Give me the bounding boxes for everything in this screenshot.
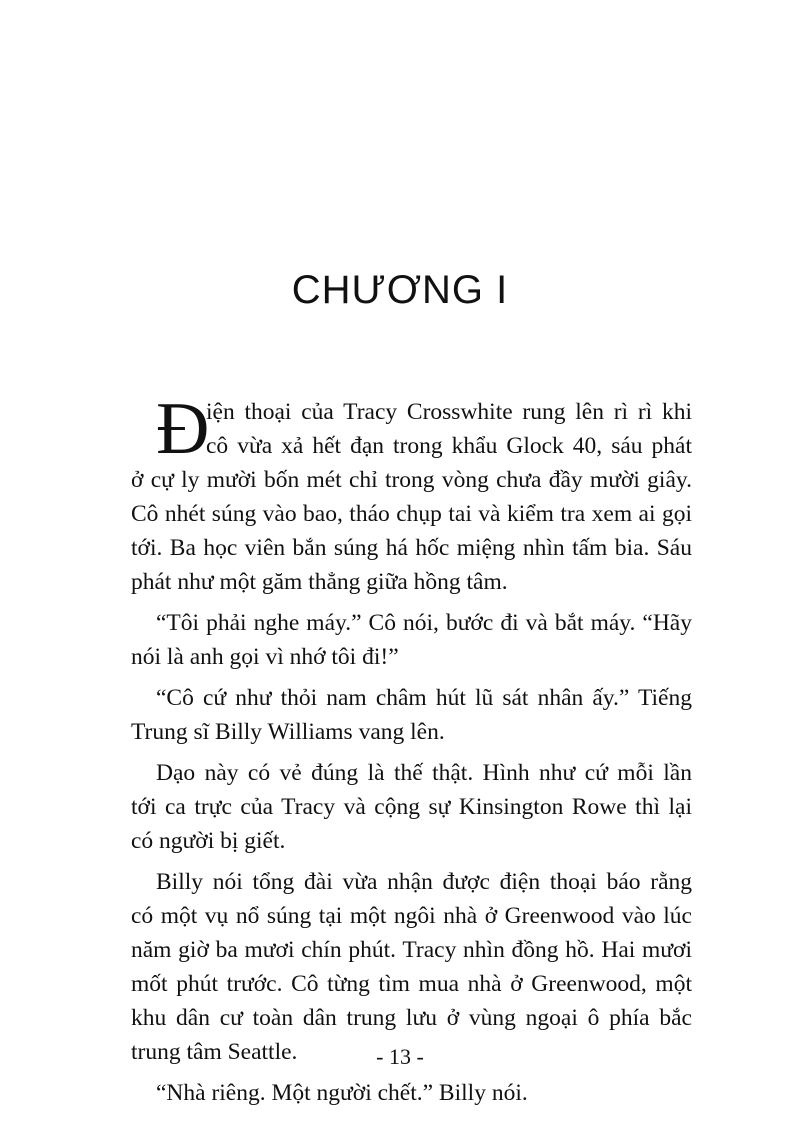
text-line: cô vừa xả hết đạn trong khẩu Glock 40, sáu phát (206, 433, 692, 459)
text-line: có một vụ nổ súng tại một ngôi nhà ở Greenwood vào lúc (131, 903, 692, 929)
text-line: mốt phút trước. Cô từng tìm mua nhà ở Greenwood, một (131, 971, 692, 997)
paragraph-1 (131, 388, 692, 599)
paragraph-3 (131, 681, 692, 749)
paragraph-4 (131, 756, 692, 858)
text-line: trung tâm Seattle. (131, 1039, 298, 1065)
text-line: Dạo này có vẻ đúng là thế thật. Hình như cứ mỗi lần (156, 760, 692, 786)
text-line: nói là anh gọi vì nhớ tôi đi!” (131, 644, 399, 670)
text-line: tới. Ba học viên bắn súng há hốc miệng nhìn tấm bia. Sáu (131, 535, 692, 561)
text-line: phát như một găm thẳng giữa hồng tâm. (131, 569, 508, 595)
paragraph-6 (156, 1076, 692, 1110)
page-number: - 13 - (376, 1044, 424, 1069)
text-line: khu dân cư toàn dân trung lưu ở vùng ngoại ô phía bắc (131, 1005, 692, 1031)
chapter-title: CHƯƠNG I (291, 268, 509, 312)
text-line: iện thoại của Tracy Crosswhite rung lên rì rì khi (206, 399, 692, 425)
text-line: Billy nói tổng đài vừa nhận được điện thoại báo rằng (156, 869, 692, 895)
text-line: “Tôi phải nghe máy.” Cô nói, bước đi và bắt máy. “Hãy (156, 610, 692, 636)
drop-cap: Đ (156, 388, 210, 470)
paragraph-5 (131, 865, 692, 1069)
chapter-body (131, 388, 692, 1110)
text-line: năm giờ ba mươi chín phút. Tracy nhìn đồng hồ. Hai mươi (131, 937, 692, 963)
paragraph-2 (131, 606, 692, 674)
text-line: “Nhà riêng. Một người chết.” Billy nói. (156, 1080, 528, 1106)
text-line: tới ca trực của Tracy và cộng sự Kinsington Rowe thì lại (131, 794, 692, 820)
text-line: Cô nhét súng vào bao, tháo chụp tai và kiểm tra xem ai gọi (131, 501, 692, 527)
text-line: Trung sĩ Billy Williams vang lên. (131, 719, 445, 745)
text-line: ở cự ly mười bốn mét chỉ trong vòng chưa đầy mười giây. (131, 467, 692, 493)
text-line: có người bị giết. (131, 828, 286, 854)
text-line: “Cô cứ như thỏi nam châm hút lũ sát nhân ấy.” Tiếng (156, 685, 692, 711)
